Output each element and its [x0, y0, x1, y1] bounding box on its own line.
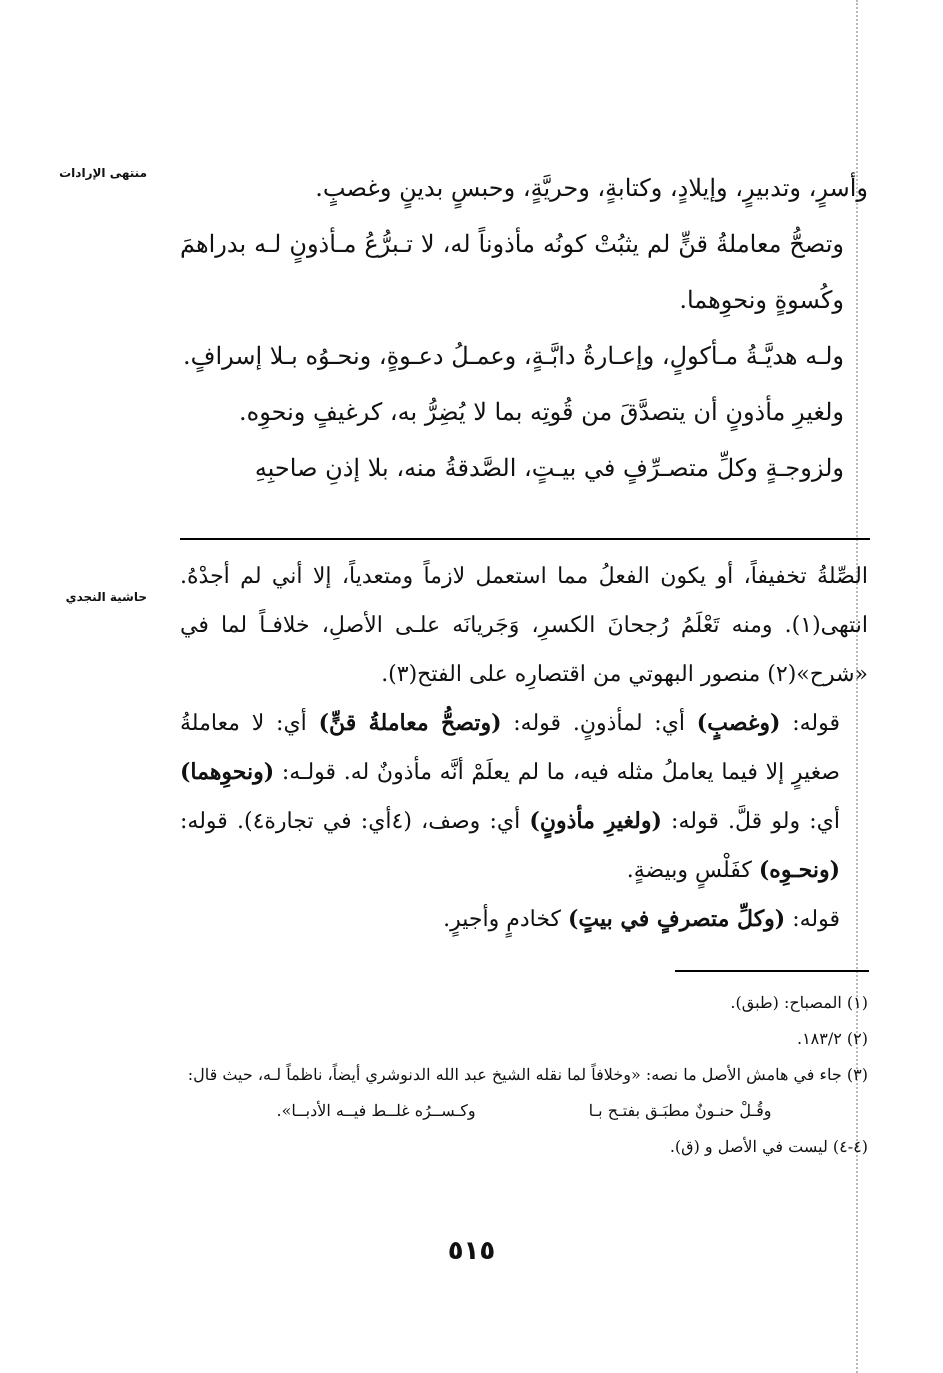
quoted-term: (ونحـوِه) [758, 857, 840, 883]
verse-hemistich-1: وقُـلْ حنـونٌ مطبَـق بفتـح بـا [588, 1101, 772, 1120]
text: أي: لمأذونٍ. قوله: [501, 711, 697, 736]
text: أي: لا معاملةُ صغيرٍ إلا فيما يعاملُ مثله فيه، ما لم يعلَمْ أنَّه مأذونٌ له. قولـه: [180, 711, 840, 785]
commentary-paragraph-2 [180, 699, 868, 895]
margin-title-bottom: حاشية النجدي [65, 590, 147, 604]
main-paragraph-2: وتصحُّ معاملةُ قنٍّ لم يثبُتْ كونُه مأذوناً له، لا تـبرُّعُ مـأذونٍ لـه بدراهمَ وكُسوةٍ ونحوِهما. [180, 230, 844, 314]
footnote-4: (٤-٤) ليست في الأصل و (ق). [669, 1137, 868, 1156]
main-paragraph-5: ولزوجـةٍ وكلِّ متصـرِّفٍ في بيـتٍ، الصَّدقةُ منه، بلا إذنِ صاحبِهِ [254, 454, 844, 482]
text: كفَلْسٍ وبيضةٍ. [626, 858, 759, 883]
quoted-term: (ولغيرِ مأذونٍ) [529, 808, 662, 834]
footnote-1: (١) المصباح: (طبق). [730, 993, 868, 1012]
page-number: ٥١٥ [447, 1236, 496, 1266]
margin-title-top: منتهى الإرادات [59, 166, 147, 180]
text: قوله: [785, 907, 840, 932]
commentary-paragraph-3 [180, 895, 868, 944]
main-line-1: وأسرٍ، وتدبيرٍ، وإيلادٍ، وكتابةٍ، وحريَّةٍ، وحبسٍ بدينٍ وغصبٍ. [315, 174, 868, 202]
main-paragraph-3: ولـه هديَّـةُ مـأكولٍ، وإعـارةُ دابَّـةٍ، وعمـلُ دعـوةٍ، ونحـوُه بـلا إسرافٍ. [182, 342, 844, 370]
quoted-term: (ونحوِهما) [180, 759, 275, 785]
quoted-term: (وغصبٍ) [696, 710, 781, 736]
text: كخادمٍ وأجيرٍ. [443, 907, 568, 932]
quoted-term: (وتصحُّ معاملةُ قنٍّ) [318, 710, 502, 736]
footnote-rule [675, 970, 869, 972]
footnote-2: (٢) ١٨٣/٢. [796, 1029, 868, 1048]
main-text [180, 160, 868, 496]
main-paragraph-4: ولغيرِ مأذونٍ أن يتصدَّقَ من قُوتِه بما لا يُضِرُّ به، كرغيفٍ ونحوِه. [239, 398, 844, 426]
separator-rule [180, 538, 870, 540]
text: قوله: [780, 711, 840, 736]
verse-hemistich-2: وكـســرُه غلــط فيــه الأدبــا». [276, 1101, 476, 1120]
commentary-text [180, 552, 868, 944]
text: أي: ولو قلَّ. قوله: [661, 809, 840, 834]
text: أي: وصف، (٤أي: في تجارة٤). قوله: [180, 809, 530, 834]
footnote-3: (٣) جاء في هامش الأصل ما نصه: «وخلافاً لما نقله الشيخ عبد الله الدنوشري أيضاً، ناظماً لـه، حيث قال: [187, 1065, 868, 1084]
footnotes [180, 985, 868, 1165]
commentary-paragraph-1: الصِّلةُ تخفيفاً، أو يكون الفعلُ مما استعمل لازماً ومتعدياً، إلا أني لم أجدْهُ. انتهى(١). ومنه تَعْلَمُ رُجحانَ الكسرِ، وَجَريانَه علـى الأصلِ، خلافـاً لما في «شرح»(٢) منصور البهوتي من اقتصارِه على الفتح(٣). [180, 564, 868, 687]
footnote-verse [180, 1093, 868, 1129]
quoted-term: (وكلِّ متصرفٍ في بيتٍ) [567, 906, 786, 932]
